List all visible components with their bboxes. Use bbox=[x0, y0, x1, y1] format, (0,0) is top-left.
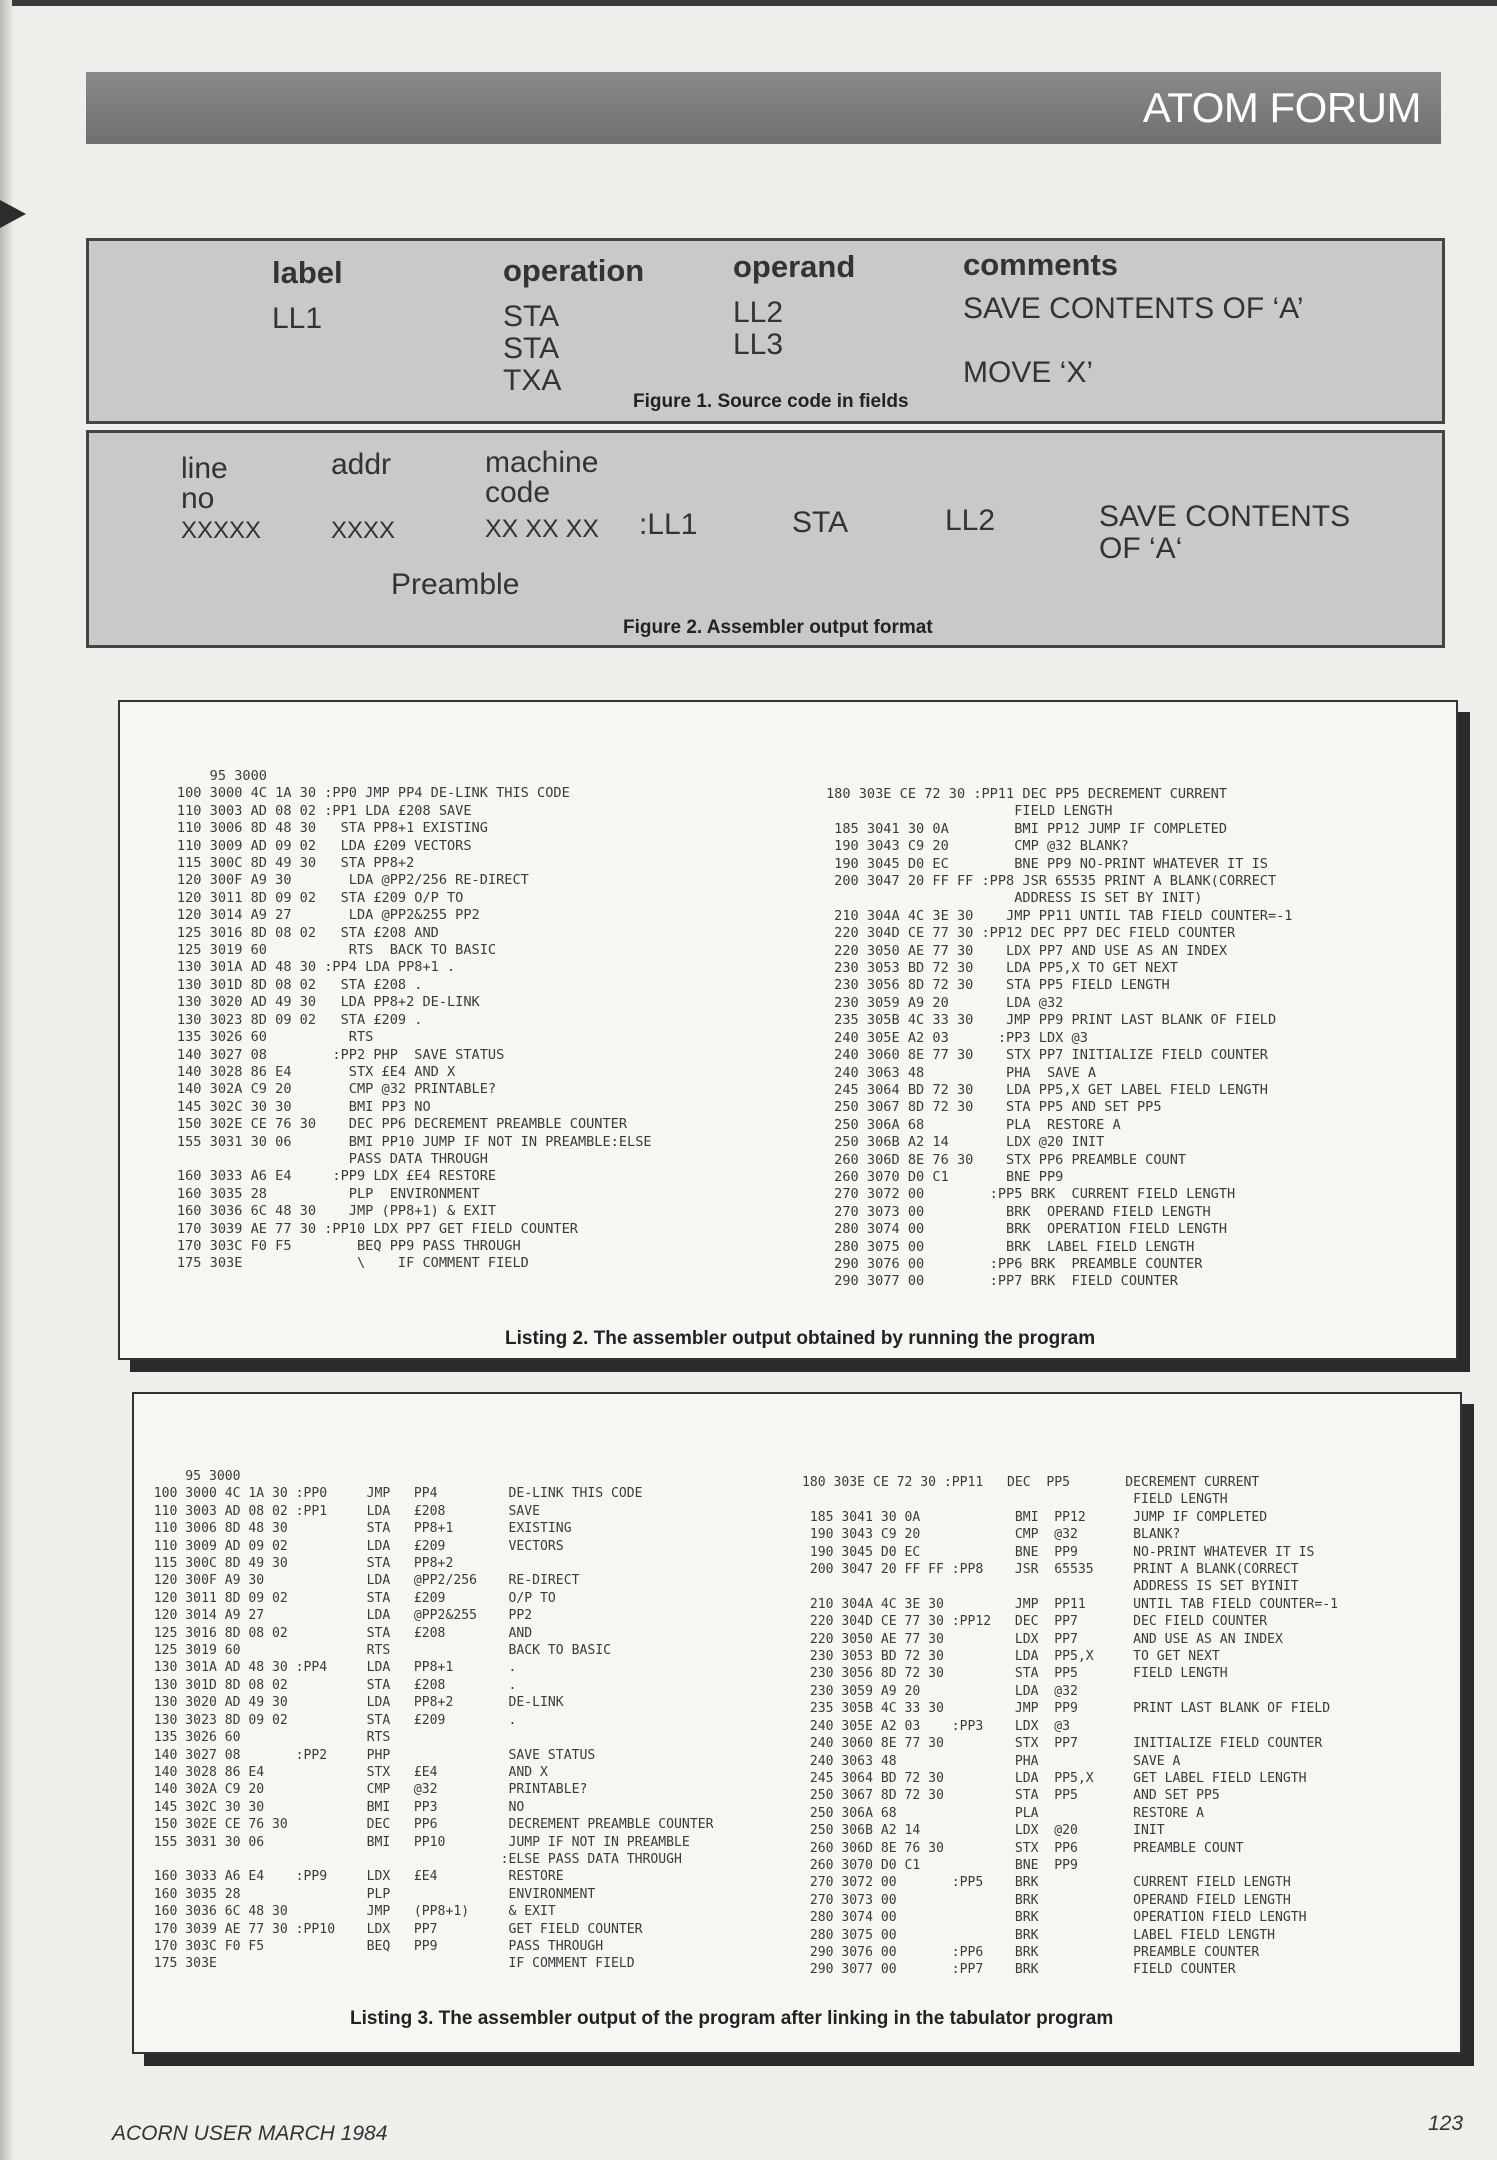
operation-value: STA bbox=[503, 300, 560, 333]
figure-1 bbox=[86, 238, 1445, 424]
line-header: line bbox=[181, 452, 228, 485]
page-edge bbox=[0, 0, 12, 2160]
no-header: no bbox=[181, 482, 215, 515]
machine-header: machine bbox=[485, 446, 599, 479]
page-number: 123 bbox=[1428, 2112, 1464, 2135]
header-operation: operation bbox=[503, 253, 645, 288]
line-value: XXXXX bbox=[181, 517, 262, 544]
addr-value: XXXX bbox=[331, 517, 396, 544]
header-label: label bbox=[272, 255, 343, 290]
figure-2 bbox=[86, 430, 1445, 648]
header-operand: operand bbox=[733, 249, 856, 284]
comment-value: MOVE ‘X’ bbox=[963, 356, 1094, 389]
listing-2-left-column: 95 3000 100 3000 4C 1A 30 :PP0 JMP PP4 DE-LINK THIS CODE 110 3003 AD 08 02 :PP1 LDA £208 SAVE 110 3006 8D 48 30 STA PP8+1 EXISTING 110 3009 AD 09 02 LDA £209 VECTORS 115 300C 8D 49 30 STA PP8+2 120 300F A9 30 LDA @PP2/256 RE-DIRECT 120 3011 8D 09 02 STA £209 O/P TO 120 3014 A9 27 LDA @PP2&255 PP2 125 3016 8D 08 02 STA £208 AND 125 3019 60 RTS BACK TO BASIC 130 301A AD 48 30 :PP4 LDA PP8+1 . 130 301D 8D 08 02 STA £208 . 130 3020 AD 49 30 LDA PP8+2 DE-LINK 130 3023 8D 09 02 STA £209 . 135 3026 60 RTS 140 3027 08 :PP2 PHP SAVE STATUS 140 3028 86 E4 STX £E4 AND X 140 302A C9 20 CMP @32 PRINTABLE? 145 302C 30 30 BMI PP3 NO 150 302E CE 76 30 DEC PP6 DECREMENT PREAMBLE COUNTER 155 3031 30 06 BMI PP10 JUMP IF NOT IN PREAMBLE:ELSE PASS DATA THROUGH 160 3033 A6 E4 :PP9 LDX £E4 RESTORE 160 3035 28 PLP ENVIRONMENT 160 3036 6C 48 30 JMP (PP8+1) & EXIT 170 3039 AE 77 30 :PP10 LDX PP7 GET FIELD COUNTER 170 303C F0 F5 BEQ PP9 PASS THROUGH 175 303E \ IF COMMENT FIELD bbox=[176, 768, 652, 1272]
section-banner bbox=[86, 72, 1441, 144]
publication-footer: ACORN USER MARCH 1984 bbox=[112, 2122, 388, 2145]
comment-value: SAVE CONTENTS OF ‘A’ bbox=[963, 292, 1304, 325]
operation-value: STA bbox=[792, 506, 849, 539]
addr-header: addr bbox=[331, 448, 392, 481]
listing-3-caption: Listing 3. The assembler output of the program after linking in the tabulator program bbox=[350, 2008, 1114, 2029]
figure-2-caption: Figure 2. Assembler output format bbox=[623, 617, 933, 638]
margin-arrow-icon bbox=[0, 200, 26, 228]
code-header: code bbox=[485, 476, 551, 509]
comment-value: OF ‘A‘ bbox=[1099, 532, 1183, 565]
operand-value: LL3 bbox=[733, 328, 784, 361]
figure-1-caption: Figure 1. Source code in fields bbox=[633, 391, 909, 412]
operand-value: LL2 bbox=[945, 504, 996, 537]
header-comments: comments bbox=[963, 247, 1119, 282]
comment-value: SAVE CONTENTS bbox=[1099, 500, 1351, 533]
label-value: :LL1 bbox=[639, 508, 698, 541]
preamble-label: Preamble bbox=[391, 568, 520, 601]
listing-3-right-column: 180 303E CE 72 30 :PP11 DEC PP5 DECREMENT CURRENT FIELD LENGTH 185 3041 30 0A BMI PP12 JUMP IF COMPLETED 190 3043 C9 20 CMP @32 BLANK? 190 3045 D0 EC BNE PP9 NO-PRINT WHATEVER IT IS 200 3047 20 FF FF :PP8 JSR 65535 PRINT A BLANK(CORRECT ADDRESS IS SET BYINIT 210 304A 4C 3E 30 JMP PP11 UNTIL TAB FIELD COUNTER=-1 220 304D CE 77 30 :PP12 DEC PP7 DEC FIELD COUNTER 220 3050 AE 77 30 LDX PP7 AND USE AS AN INDEX 230 3053 BD 72 30 LDA PP5,X TO GET NEXT 230 3056 8D 72 30 STA PP5 FIELD LENGTH 230 3059 A9 20 LDA @32 235 305B 4C 33 30 JMP PP9 PRINT LAST BLANK OF FIELD 240 305E A2 03 :PP3 LDX @3 240 3060 8E 77 30 STX PP7 INITIALIZE FIELD COUNTER 240 3063 48 PHA SAVE A 245 3064 BD 72 30 LDA PP5,X GET LABEL FIELD LENGTH 250 3067 8D 72 30 STA PP5 AND SET PP5 250 306A 68 PLA RESTORE A 250 306B A2 14 LDX @20 INIT 260 306D 8E 76 30 STX PP6 PREAMBLE COUNT 260 3070 D0 C1 BNE PP9 270 3072 00 :PP5 BRK CURRENT FIELD LENGTH 270 3073 00 BRK OPERAND FIELD LENGTH 280 3074 00 BRK OPERATION FIELD LENGTH 280 3075 00 BRK LABEL FIELD LENGTH 290 3076 00 :PP6 BRK PREAMBLE COUNTER 290 3077 00 :PP7 BRK FIELD COUNTER bbox=[802, 1475, 1339, 1978]
operand-value: LL2 bbox=[733, 296, 784, 329]
label-value: LL1 bbox=[272, 302, 323, 335]
section-title: ATOM FORUM bbox=[1142, 84, 1421, 131]
listing-3 bbox=[132, 1392, 1462, 2054]
operation-value: STA bbox=[503, 332, 560, 365]
top-rule bbox=[0, 0, 1497, 6]
listing-2-right-column: 180 303E CE 72 30 :PP11 DEC PP5 DECREMENT CURRENT FIELD LENGTH 185 3041 30 0A BMI PP12 JUMP IF COMPLETED 190 3043 C9 20 CMP @32 BLANK? 190 3045 D0 EC BNE PP9 NO-PRINT WHATEVER IT IS 200 3047 20 FF FF :PP8 JSR 65535 PRINT A BLANK(CORRECT ADDRESS IS SET BY INIT) 210 304A 4C 3E 30 JMP PP11 UNTIL TAB FIELD COUNTER=-1 220 304D CE 77 30 :PP12 DEC PP7 DEC FIELD COUNTER 220 3050 AE 77 30 LDX PP7 AND USE AS AN INDEX 230 3053 BD 72 30 LDA PP5,X TO GET NEXT 230 3056 8D 72 30 STA PP5 FIELD LENGTH 230 3059 A9 20 LDA @32 235 305B 4C 33 30 JMP PP9 PRINT LAST BLANK OF FIELD 240 305E A2 03 :PP3 LDX @3 240 3060 8E 77 30 STX PP7 INITIALIZE FIELD COUNTER 240 3063 48 PHA SAVE A 245 3064 BD 72 30 LDA PP5,X GET LABEL FIELD LENGTH 250 3067 8D 72 30 STA PP5 AND SET PP5 250 306A 68 PLA RESTORE A 250 306B A2 14 LDX @20 INIT 260 306D 8E 76 30 STX PP6 PREAMBLE COUNT 260 3070 D0 C1 BNE PP9 270 3072 00 :PP5 BRK CURRENT FIELD LENGTH 270 3073 00 BRK OPERAND FIELD LENGTH 280 3074 00 BRK OPERATION FIELD LENGTH 280 3075 00 BRK LABEL FIELD LENGTH 290 3076 00 :PP6 BRK PREAMBLE COUNTER 290 3077 00 :PP7 BRK FIELD COUNTER bbox=[826, 786, 1293, 1290]
listing-2-caption: Listing 2. The assembler output obtained by running the program bbox=[505, 1328, 1096, 1349]
operation-value: TXA bbox=[503, 364, 562, 397]
listing-2 bbox=[118, 700, 1458, 1360]
code-value: XX XX XX bbox=[485, 515, 599, 543]
listing-3-left-column: 95 3000 100 3000 4C 1A 30 :PP0 JMP PP4 DE-LINK THIS CODE 110 3003 AD 08 02 :PP1 LDA £208 SAVE 110 3006 8D 48 30 STA PP8+1 EXISTING 110 3009 AD 09 02 LDA £209 VECTORS 115 300C 8D 49 30 STA PP8+2 120 300F A9 30 LDA @PP2/256 RE-DIRECT 120 3011 8D 09 02 STA £209 O/P TO 120 3014 A9 27 LDA @PP2&255 PP2 125 3016 8D 08 02 STA £208 AND 125 3019 60 RTS BACK TO BASIC 130 301A AD 48 30 :PP4 LDA PP8+1 . 130 301D 8D 08 02 STA £208 . 130 3020 AD 49 30 LDA PP8+2 DE-LINK 130 3023 8D 09 02 STA £209 . 135 3026 60 RTS 140 3027 08 :PP2 PHP SAVE STATUS 140 3028 86 E4 STX £E4 AND X 140 302A C9 20 CMP @32 PRINTABLE? 145 302C 30 30 BMI PP3 NO 150 302E CE 76 30 DEC PP6 DECREMENT PREAMBLE COUNTER 155 3031 30 06 BMI PP10 JUMP IF NOT IN PREAMBLE :ELSE PASS DATA THROUGH 160 3033 A6 E4 :PP9 LDX £E4 RESTORE 160 3035 28 PLP ENVIRONMENT 160 3036 6C 48 30 JMP (PP8+1) & EXIT 170 3039 AE 77 30 :PP10 LDX PP7 GET FIELD COUNTER 170 303C F0 F5 BEQ PP9 PASS THROUGH 175 303E IF COMMENT FIELD bbox=[153, 1469, 714, 1972]
